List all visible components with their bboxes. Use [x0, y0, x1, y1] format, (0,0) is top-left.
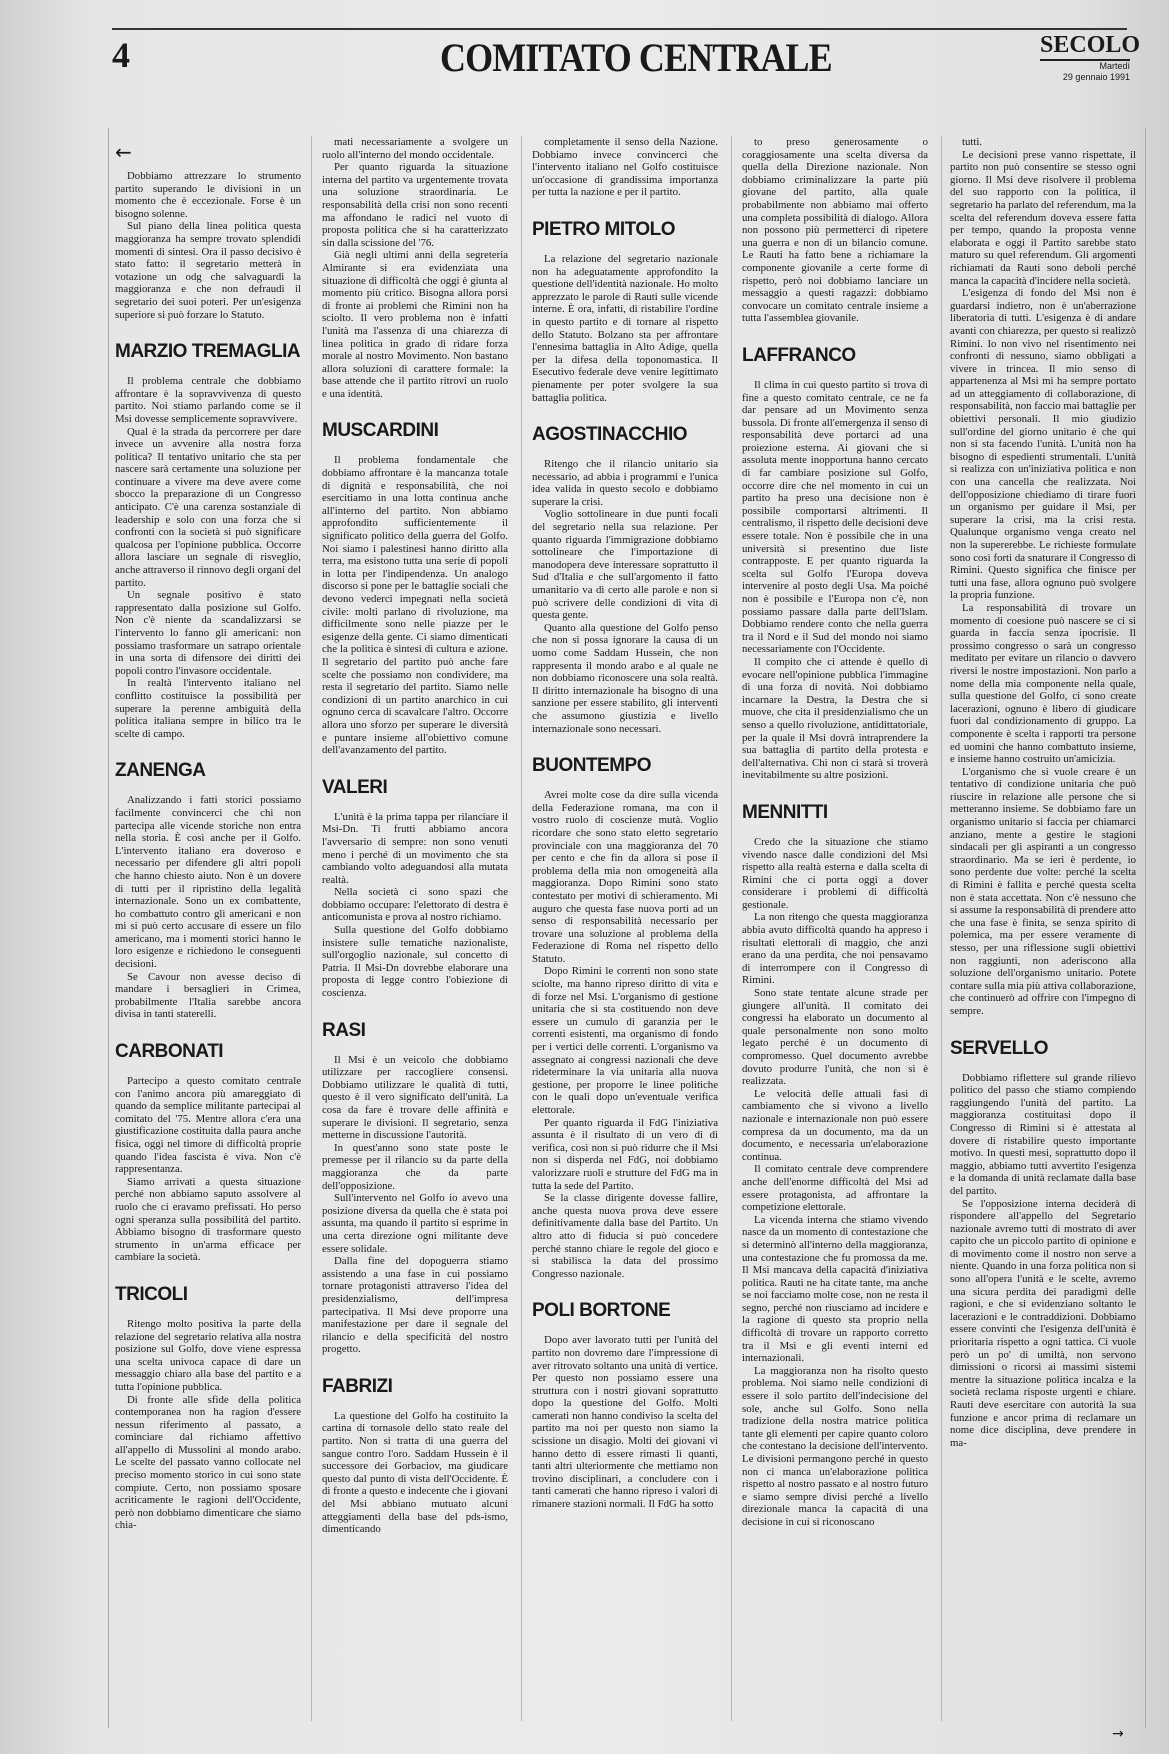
article-paragraph: Analizzando i fatti storici possiamo facilmente convincerci che chi non partecipa alle vicende storiche non entra nella storia. È così anche per il Golfo. L'intervento italiano era doveroso e necessario per difendere gli altri popoli che hanno chiesto aiuto. Non è un dovere di tutti per il ripristino della legalità internazionale. Sono un ex combattente, ho combattuto contro gli americani e non mi si può certo accusare di essere un filo americano, ma i momenti storici hanno le loro esigenze e richiedono le conseguenti decisioni. — [115, 794, 301, 971]
section-title: COMITATO CENTRALE — [440, 35, 832, 80]
article-paragraph: La relazione del segretario nazionale non ha adeguatamente approfondito la questione dell'identità nazionale. Ho molto apprezzato le parole di Rauti sulle vicende interne. È ora, infatti, di ristabilire l'ordine in questo partito e di tornare al rispetto dello Statuto. Bolzano sta per affrontare l'ennesima battaglia in Alto Adige, quella per la difesa della toponomastica. Il Esecutivo federale deve venire legittimato pienamente per poter svolgere la sua battaglia politica. — [532, 252, 718, 404]
text-column-1 — [115, 136, 301, 1721]
article-paragraph: Per quanto riguarda la situazione interna del partito va urgentemente trovata una soluzione straordinaria. Le responsabilità della crisi non sono recenti ma affondano le radici nel vuoto di proposta politica che si ha caratterizzato sin dalla scissione del '76. — [322, 161, 508, 249]
speaker-heading: TRICOLI — [115, 1283, 188, 1305]
article-paragraph: Per quanto riguarda il FdG l'iniziativa assunta è il risultato di un vero di di verifica, così non si può ridurre che il Msi non si disperda nel FdG, noi dobbiamo valorizzare ruoli e strutture del FdG ma in tutta la sede del Partito. — [532, 1116, 718, 1192]
article-paragraph: La maggioranza non ha risolto questo problema. Noi siamo nelle condizioni di essere il solo partito dell'indecisione del sole, anche sul Golfo. Sono nella tradizione della nostra matrice politica tante gli elementi per capire quanto coloro che contestano la decisione dell'intervento. Le divisioni permangono perché in questo non ci manca un'elaborazione politica rispetto al nostro passato e al nostro futuro e siamo sempre divisi perché a livello direzionale manca la capacità di una decisione in cui si riconoscano — [742, 1364, 928, 1528]
speaker-heading: CARBONATI — [115, 1041, 224, 1063]
article-paragraph: Dopo Rimini le correnti non sono state sciolte, ma hanno ripreso diritto di vita e di forze nel Msi. L'organismo di gestione unitaria che si sta costituendo non deve essere un cumulo di garanzia per le correnti esistenti, ma organismo di fondo per i vertici delle correnti. L'organismo va assegnato ai congressi nazionali che deve rideterminare la via unitaria alla nuova gestione, per proporre le linee politiche con le quali dopo un'eventuale verifica elettorale. — [532, 965, 718, 1116]
article-paragraph: Dalla fine del dopoguerra stiamo assistendo a una fase in cui possiamo tornare protagonisti attraverso l'idea del presidenzialismo, dell'impresa partecipativa. Il Msi deve proporre una manifestazione per dare il segnale del rilancio e della specificità del nostro progetto. — [322, 1255, 508, 1356]
speaker-heading: MENNITTI — [742, 801, 828, 823]
article-paragraph: Se Cavour non avesse deciso di mandare i bersaglieri in Crimea, probabilmente l'Italia sarebbe ancora divisa in tanti staterelli. — [115, 970, 301, 1021]
article-paragraph: Nella società ci sono spazi che dobbiamo occupare: l'elettorato di destra è anticomunista e prova al nostro richiamo. — [322, 886, 508, 924]
article-paragraph: Dopo aver lavorato tutti per l'unità del partito non dovremo dare l'impressione di aver ritrovato soltanto una unità di vertice. Per questo non possiamo essere una struttura con i nostri giovani soprattutto dopo la questione del Golfo. Molti camerati non hanno condiviso la scelta del partito ma noi per questo non siamo la scissione un disagio. Molti dei giovani vi hanno detto di essere rimasti lì quanti, tanti altri ulteriormente che mettiamo non trovino disciplinari, a concludere con i tanti camerati che hanno ripreso i valori di rimanere stazioni normali. Il FdG ha sotto — [532, 1334, 718, 1511]
speaker-heading: VALERI — [322, 776, 388, 798]
newspaper-logo: SECOLO — [1040, 32, 1130, 61]
speaker-heading: POLI BORTONE — [532, 1300, 671, 1322]
article-paragraph: La vicenda interna che stiamo vivendo nasce da un momento di contestazione che si determinò all'interno della maggioranza, una contestazione che fu promossa da me. Il Msi mancava della capacità d'iniziativa politica. Rauti ne ha citate tante, ma anche se noi facciamo molte cose, non ne resta il segno, perché non riusciamo ad incidere e la ragione di questo sta proprio nella difficoltà di trovare un rapporto corretto tra il Msi e gli eventi interni ed internazionali. — [742, 1213, 928, 1365]
text-column-4 — [742, 136, 928, 1721]
article-paragraph: La questione del Golfo ha costituito la cartina di tornasole dello stato reale del partito. Non si tratta di una guerra del sangue contro l'oro. Saddam Hussein è il successore dei Gorbaciov, ma giudicare questo dal punto di vista dell'Occidente. È di fronte a questo e indecente che i giovani del Msi abbiano mutuato alcuni atteggiamenti della base del pds-ismo, dimenticando — [322, 1409, 508, 1536]
article-paragraph: Il Msi è un veicolo che dobbiamo utilizzare per raccogliere consensi. Dobbiamo utilizzare le qualità di tutti, questo è il vero significato dell'unità. La cosa da fare è trovare delle affinità e superare le divisioni. Il segretario, senza metterne in discussione l'autorità. — [322, 1053, 508, 1142]
article-paragraph: Ritengo che il rilancio unitario sia necessario, ad abbia i programmi e l'unica idea valida in questo secolo e dobbiamo superare la crisi. — [532, 458, 718, 508]
continues-arrow-icon: → — [1112, 1726, 1124, 1742]
article-paragraph: Il compito che ci attende è quello di evocare nell'opinione pubblica l'immagine di una forza di novità. Noi dobbiamo incarnare la Destra, la Destra che si muove, che cita il presidenzialismo che un senso a quello rivoluzione, antidittatoriale, per la quale il Msi dovrà intraprendere la sua battaglia di partito della protesta e dell'alternativa. Chi non ci starà si troverà inevitabilmente su altre posizioni. — [742, 655, 928, 782]
issue-date: 29 gennaio 1991 — [1062, 72, 1130, 82]
speaker-heading: BUONTEMPO — [532, 755, 651, 777]
header-rule — [112, 28, 1127, 30]
article-paragraph: Sono state tentate alcune strade per giungere all'unità. Il comitato dei congressi ha elaborato un documento al quale personalmente non sono molto legato perché è un documento di compromesso. Quel documento avrebbe dovuto produrre l'unità, che non si è realizzata. — [742, 987, 928, 1088]
article-paragraph: La responsabilità di trovare un momento di coesione può nascere se ci si guarda in faccia senza ipocrisie. Il prossimo congresso o sarà un congresso meditato per evitare un rilancio o davvero riversi le nostre impostazioni. Non parlo a nome della mia componente nella quale, sulla questione del Golfo, ci sono create lacerazioni, ognuno è libero di giudicare fuori dal condizionamento di gruppo. La componente è scelta i rapporti tra persone ed uomini che hanno combattuto insieme, e insieme hanno costruito un'amicizia. — [950, 601, 1136, 766]
article-paragraph: La non ritengo che questa maggioranza abbia avuto difficoltà quando ha appreso i risultati elettorali di maggio, che anzi erano da una perdita, che noi pensavamo di interrompere con il Congresso di Rimini. — [742, 911, 928, 987]
column-divider — [731, 136, 732, 1721]
column-divider — [311, 136, 312, 1721]
speaker-heading: FABRIZI — [322, 1375, 393, 1397]
column-divider — [941, 136, 942, 1721]
issue-day: Martedì — [1099, 61, 1130, 71]
article-paragraph: Il problema fondamentale che dobbiamo affrontare è la mancanza totale di dignità e responsabilità, che noi esercitiamo in una lotta continua anche all'interno del partito. Non abbiamo approfondito sufficientemente il significato politico della guerra del Golfo. Noi siamo i palestinesi hanno diritto alla terra, ma esistono tutta una serie di popoli in lotta per l'indipendenza. Un analogo discorso si pone per le battaglie sociali che devono vederci impegnati nella società civile: molti parlano di rivoluzione, ma difficilmente sono nelle piazze per le esigenze della gente. Ci siamo dimenticati che la politica è sintesi di cultura e azione. Il segretario del partito può anche fare scelte che possiamo non condividere, ma resta il segretario del partito. Siamo nelle condizioni di un partito anarchico in cui ognuno cerca di scavalcare l'altro. Occorre allora uno sforzo per superare le diversità e puntare insieme all'obiettivo comune dell'avanzamento del partito. — [322, 454, 508, 757]
article-paragraph: Già negli ultimi anni della segreteria Almirante si era evidenziata una situazione di difficoltà che oggi è giunta al momento più critico. Bisogna allora porsi di fronte ai problemi che Rimini non ha sciolto. Il vero problema non è infatti l'unità ma l'assenza di una chiarezza di linea politica in grado di ridare forza morale al nostro Movimento. Non bastano allora soluzioni di carattere formale: la base attende che il partito ritrovi un ruolo e una identità. — [322, 249, 508, 400]
speaker-heading: SERVELLO — [950, 1037, 1049, 1059]
article-paragraph: Un segnale positivo è stato rappresentato dalla posizione sul Golfo. Non c'è niente da scandalizzarsi se l'intervento lo fanno gli americani: non possiamo trasformare un satrapo orientale in una sorta di difensore dei diritti dei popoli contro l'invasore occidentale. — [115, 589, 301, 677]
article-paragraph: Il clima in cui questo partito si trova di fine a questo comitato centrale, ce ne fa dar pensare ad un Movimento senza bussola. Di fronte all'emergenza il senso di responsabilità deve portarci ad una proiezione esterna. Ai giovani che si assoluta mente inopportuna hanno cercato di far cambiare posizione sul Golfo, occorre dire che nel momento in cui un partito ha preso una decisione non è possibile comportarsi altrimenti. Il centralismo, il rispetto delle decisioni deve essere totale. Non è possibile che in una università si presentino due liste contrapposte. E per quanto riguarda la scelta sul Golfo l'Europa doveva intervenire al posto degli Usa. Ma poiché non è possibile e l'Europa non c'è, non possiamo passare dalla parte dell'Islam. Dobbiamo rendere conto che nella guerra tra il Nord e il Sud del mondo noi siamo necessariamente con l'Occidente. — [742, 378, 928, 656]
article-paragraph: tutti. — [962, 136, 983, 148]
article-paragraph: Avrei molte cose da dire sulla vicenda della Federazione romana, ma con il vostro ruolo di coscienze mutà. Voglio ricordare che sono stato eletto segretario provinciale con una maggioranza del 70 per cento e che fin da allora si pose il problema della mia non omogeneità alla maggioranza. Dopo Rimini sono stato contestato per motivi di schieramento. Mi auguro che questa fase nuova porti ad un senso di responsabilità necessario per trovare una soluzione al problema della Federazione di Roma nel rispetto dello Statuto. — [532, 789, 718, 965]
article-paragraph: In realtà l'intervento italiano nel conflitto costituisce la possibilità per superare la perenne ambiguità della politica italiana sempre in bilico tra le scelte di campo. — [115, 677, 301, 740]
article-paragraph: Siamo arrivati a questa situazione perché non abbiamo saputo assolvere al ruolo che ci eravamo prefissati. Ho perso ogni speranza sulla possibilità del partito. Abbiamo bisogno di trasformare questo strumento in un'arma efficace per cambiare la società. — [115, 1175, 301, 1264]
article-paragraph: Se la classe dirigente dovesse fallire, anche questa nuova prova deve essere definitivamente dalla base del Partito. Un altro atto di fiducia si può concedere perché stanno chiare le regole del gioco e si stabilisca la data del prossimo Congresso nazionale. — [532, 1192, 718, 1280]
article-paragraph: L'unità è la prima tappa per rilanciare il Msi-Dn. Ti frutti abbiamo ancora l'avversario di sempre: non sono venuti meno i perché di un movimento che sta cambiando volto adeguandosi alla mutata realtà. — [322, 810, 508, 886]
article-paragraph: Se l'opposizione interna deciderà di rispondere all'appello del Segretario nazionale avremo tutti di mostrato di aver capito che un piccolo partito di opinione e di movimento come il nostro non serve a niente. Quando in una forza politica non si sono all'opera l'unità e le scelte, avremo una sicura perdita dei paradigmi delle ragioni, e che si evidenziano soltanto le lacerazioni e le contraddizioni. Dobbiamo essere convinti che l'esigenza dell'unità è prioritaria rispetto a ogni tattica. Ci vuole però un po' di umiltà, non servono dimissioni o ricorsi ai massimi sistemi mentre la situazione politica incalza e la società reclama risposte urgenti e chiare. Rauti deve esercitare con autorità la sua funzione e ancor prima di reclamare un nome dice disciplina, deve prendere in ma- — [950, 1197, 1136, 1449]
article-paragraph: Sull'intervento nel Golfo io avevo una posizione diversa da quella che è stata poi assunta, ma quando il partito si esprime in una certa direzione ogni militante deve essere solidale. — [322, 1192, 508, 1255]
article-paragraph: Dobbiamo riflettere sul grande rilievo politico del passo che stiamo compiendo raggiungendo l'unità del partito. La maggioranza costituitasi dopo il Congresso di Rimini si è attestata al dovere di ristabilire questo importante motivo. In questi mesi, soprattutto dopo il maggio, abbiamo tutti avvertito l'esigenza e la domanda di unità reclamate dalla base del partito. — [950, 1071, 1136, 1197]
article-paragraph: Di fronte alle sfide della politica contemporanea non ha ragion d'essere nessun riferimento al passato, a cominciare dal richiamo affettivo all'appello di Mussolini al mondo arabo. Le scelte del passato vanno collocate nel preciso momento storico in cui sono state compiute. Certo, non possiamo sposare acriticamente le ragioni dell'Occidente, però non dobbiamo dimenticare che siamo chia- — [115, 1393, 301, 1532]
article-paragraph: L'esigenza di fondo del Msi non è guardarsi indietro, non è un'aberrazione liberatoria di tutti. L'esigenza è di andare avanti con chiarezza, per questo si realizzò Rimini. Io non vivo nel risentimento nei confronti di nessuno, siamo obbligati a vivere in trincea. Il mio senso di appartenenza al Msi mi ha sempre portato ad un atteggiamento di collaborazione, di responsabilità, non faccio mai battaglie per obiettivi personali. Il mio giudizio sull'ordine del giorno unitario è che qui non si sta facendo l'unità. L'unità non ha bisogno di espedienti strumentali. L'unità si realizza con un'iniziativa politica e non con una cancella che realizzata. Noi dell'opposizione chiediamo di tirare fuori un organismo per guidare il Msi, per superare la crisi, ma la crisi resta. Qualunque organismo venga creato nel non la supererebbe. Le richieste formulate sono così forti da snaturare il Congresso di Rimini. Questo significa che finisce per tutti una fase, allora ognuno può svolgere la propria funzione. — [950, 287, 1136, 602]
continued-from-arrow-icon: ← — [115, 140, 132, 164]
speaker-heading: MUSCARDINI — [322, 420, 439, 442]
text-column-2 — [322, 136, 508, 1721]
text-column-5 — [950, 136, 1136, 1721]
article-paragraph: Ritengo molto positiva la parte della relazione del segretario relativa alla nostra posizione sul Golfo, dove viene espressa una scelta univoca capace di dare un messaggio chiaro alla base del partito e a tutta l'opinione pubblica. — [115, 1317, 301, 1393]
article-paragraph: In quest'anno sono state poste le premesse per il rilancio su da parte della maggioranza che da parte dell'opposizione. — [322, 1141, 508, 1192]
article-paragraph: mati necessariamente a svolgere un ruolo all'interno del mondo occidentale. — [322, 136, 508, 161]
speaker-heading: ZANENGA — [115, 760, 206, 782]
article-paragraph: Sulla questione del Golfo dobbiamo insistere sulle tematiche nazionaliste, sull'orgoglio nazionale, sul concetto di Patria. Il Msi-Dn dovrebbe elaborare una proposta di legge contro l'obiezione di coscienza. — [322, 924, 508, 1000]
speaker-heading: PIETRO MITOLO — [532, 218, 676, 240]
article-paragraph: Sul piano della linea politica questa maggioranza ha sempre trovato splendidi momenti di sintesi. Ora il passo decisivo è stato fatto: il segretario metterà in votazione un odg che salvaguardi la maggioranza e che non defraudi il segretario dei suoi poteri. Per un'esigenza superiore si può forzare lo Statuto. — [115, 220, 301, 321]
text-column-3 — [532, 136, 718, 1721]
article-paragraph: completamente il senso della Nazione. Dobbiamo invece convincerci che l'intervento italiano nel Golfo costituisce un'occasione di grandissima importanza per tutta la nazione e per il partito. — [532, 136, 718, 199]
article-paragraph: Il problema centrale che dobbiamo affrontare è la sopravvivenza di questo partito. Noi stiamo parlando come se il Msi dovesse semplicemente sopravvivere. — [115, 375, 301, 425]
article-paragraph: Il comitato centrale deve comprendere anche dell'enorme difficoltà del Msi ad essere protagonista, ad affrontare la competizione elettorale. — [742, 1163, 928, 1214]
masthead — [1040, 32, 1141, 83]
speaker-heading: RASI — [322, 1019, 366, 1041]
article-paragraph: Credo che la situazione che stiamo vivendo nasce dalle condizioni del Msi rispetto alla realtà esterna e dalla scelta di Rimini che ci porta oggi a dover considerare i problemi di difficoltà gestionale. — [742, 835, 928, 911]
speaker-heading: AGOSTINACCHIO — [532, 424, 687, 446]
article-paragraph: Partecipo a questo comitato centrale con l'animo ancora più amareggiato di quando da semplice militante partecipai al comitato del '75. Mentre allora c'era una giustificazione costituita dalla paura anche fisica, oggi nel timore di difficoltà proprie quando l'idea fascista è viva. Non c'è rappresentanza. — [115, 1075, 301, 1176]
page-number: 4 — [112, 35, 130, 75]
article-paragraph: Dobbiamo attrezzare lo strumento partito superando le divisioni in un momento che è eccezionale. Forse è un bisogno solenne. — [115, 170, 301, 220]
speaker-heading: MARZIO TREMAGLIA — [115, 341, 301, 363]
article-paragraph: Quanto alla questione del Golfo penso che non si possa ignorare la causa di un uomo come Saddam Hussein, che non rappresenta il mondo arabo e al quale ne non dobbiamo riconoscere una sola realtà. Il diritto internazionale ha bisogno di una sanzione per essere stabilito, gli interventi che assumono giustizia e livello internazionale sono necessari. — [532, 621, 718, 735]
article-paragraph: Qual è la strada da percorrere per dare invece un avvenire alla nostra forza politica? Il tentativo unitario che sta per nascere sarà certamente una soluzione per continuare a vivere ma deve avere come sbocco la preparazione di un Congresso anticipato. C'è una carenza sostanziale di leadership e solo con una forza che si confronti con la società si può significare qualcosa per l'opinione pubblica. Occorre allora lasciare un segnale di risveglio, anche attraverso il rinnovo degli organi del partito. — [115, 425, 301, 589]
article-paragraph: Le velocità delle attuali fasi di cambiamento che si vivono a livello nazionale e internazionale non può essere compresa da un documento, ma da un documento, e necessaria un'elaborazione continua. — [742, 1087, 928, 1163]
article-paragraph: L'organismo che si vuole creare è un tentativo di condizione unitaria che può riuscire in relazione alle persone che si metteranno insieme. Se dobbiamo fare un organismo unitario si faccia per chiamarci anziano, mente a gestire le stagioni sindacali per gli aspiranti a un congresso straordinario. Ma se ieri è perdente, io sono perdente due volte: perché la scelta di Rimini è fallita e perché questa scelta non è stata accettata. Non c'è nessuno che si assume la responsabilità di prendere atto che una fase è finita, se senza spirito di polemica, ma per essere veramente di stesso, per una riflessione sugli obiettivi non raggiunti, non aderiscono alla soluzione dell'organismo unitario. Potete contare sulla mia più attiva collaborazione, che continuerò ad offrire con l'impegno di sempre. — [950, 765, 1136, 1017]
article-paragraph: to preso generosamente o coraggiosamente una scelta diversa da quella della Direzione nazionale. Non dobbiamo criminalizzare la parte più giovane del partito, alla quale probabilmente non abbiamo mai offerto una completa possibilità di dialogo. Allora non possono più permetterci di ripetere una guerra e non di un bilancio comune. Le Rauti ha fatto bene a richiamare la componente giovanile a certe forme di rispetto, però noi dobbiamo lanciare un messaggio a questi ragazzi: dobbiamo convocare un comitato centrale insieme a tutta l'assemblea giovanile. — [742, 136, 928, 325]
article-paragraph: Le decisioni prese vanno rispettate, il partito non può consentire se stesso ogni giorno. Il Msi deve risolvere il problema del suo rapporto con la politica, il segretario ha parlato del referendum, ma la scelta del referendum doveva essere fatta per tempo, quando la proposta venne elaborata e oggi il Partito sarebbe stato maturo su quel referendum. Gli argomenti richiamati da Rauti sono deboli perché manca la capacità d'incidere nella società. — [950, 148, 1136, 287]
article-paragraph: Voglio sottolineare in due punti focali del segretario nella sua relazione. Per quanto riguarda l'immigrazione dobbiamo sottolineare che l'importazione di manodopera deve interessare soprattutto il Sud d'Italia e che sull'argomento il fatto umanitario va di certo alle parole e non si può scrivere delle condizioni di vita di questa gente. — [532, 508, 718, 622]
speaker-heading: LAFFRANCO — [742, 344, 856, 366]
column-divider — [521, 136, 522, 1721]
